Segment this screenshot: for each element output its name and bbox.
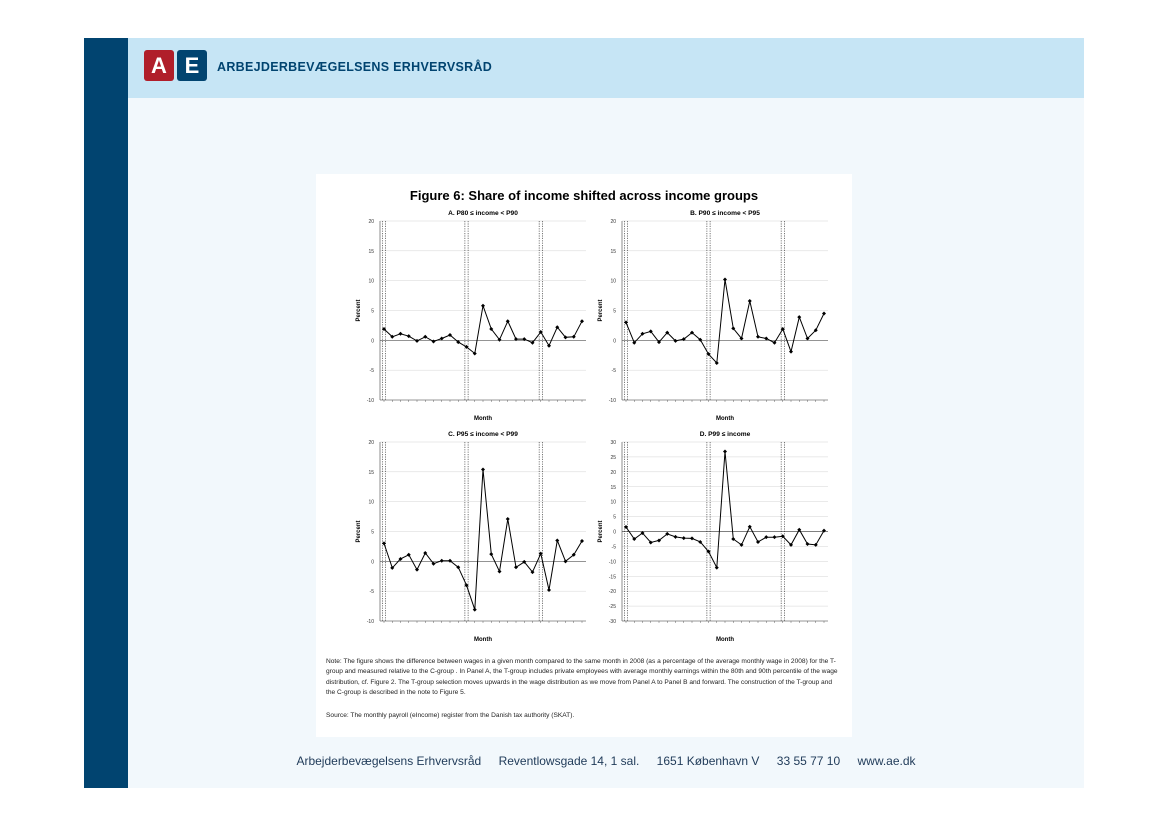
panel-c-ytick-label: 0 [371, 559, 374, 566]
figure-title: Figure 6: Share of income shifted across income groups [409, 188, 759, 203]
panel-c-data-point [473, 608, 477, 612]
panel-c-data-point [481, 467, 485, 471]
panel-a-series-line [384, 306, 582, 354]
panel-a-title: A. P80 ≤ income < P90 [448, 210, 518, 217]
org-name: ARBEJDERBEVÆGELSENS ERHVERVSRÅD [217, 60, 493, 74]
panel-b-data-point [748, 299, 752, 303]
panel-b-xlabel: Month [716, 416, 734, 422]
footer-city: 1651 København V [656, 754, 760, 768]
charts-svg [316, 174, 852, 654]
panel-c-ylabel: Percent [356, 520, 362, 543]
panel-a-data-point [506, 319, 510, 323]
panel-a-data-point [423, 335, 427, 339]
panel-d-series-line [626, 452, 824, 568]
panel-b-series-line [626, 280, 824, 364]
panel-d-title: D. P99 ≤ income [699, 431, 751, 438]
panel-d-data-point [822, 529, 826, 533]
logo-e: E [177, 50, 207, 81]
panel-d-data-point [748, 525, 752, 529]
panel-b-data-point [756, 335, 760, 339]
panel-b-title: B. P90 ≤ income < P95 [690, 210, 760, 217]
panel-d-ytick-label: 20 [610, 469, 616, 476]
panel-a-data-point [399, 332, 403, 336]
panel-a-data-point [407, 334, 411, 338]
panel-d-data-point [690, 536, 694, 540]
panel-b-data-point [797, 315, 801, 319]
panel-d-data-point [723, 450, 727, 454]
panel-c-ytick-label: 10 [368, 499, 374, 506]
panel-a-data-point [572, 335, 576, 339]
panel-b-ytick-label: 20 [610, 219, 616, 225]
header-band [128, 38, 1084, 98]
panel-c-data-point [506, 517, 510, 521]
panel-a-data-point [580, 319, 584, 323]
panel-d-data-point [806, 542, 810, 546]
figure-image [316, 174, 852, 737]
panel-c-data-point [555, 538, 559, 542]
panel-c-ytick-label: 20 [368, 440, 374, 446]
footer-address: Reventlowsgade 14, 1 sal. [498, 754, 640, 768]
panel-d-ytick-label: 5 [613, 514, 616, 521]
panel-a-ytick-label: 10 [368, 278, 374, 285]
figure-note: Note: The figure shows the difference between wages in a given month compared to the same month in 2008 (as a percentage of the average monthly wage in 2008) for the T-group and measured relative to the C-group . In Panel A, the T-group includes private employees with average monthly earnings within the 80th and 90th percentile of the wage distribution, cf. Figure 2. The T-group selection moves upwards in the wage distribution as we move from Panel A to Panel B and forward. The construction of the T-group and the C-group is described in the note to Figure 5. [326, 658, 838, 697]
panel-a-ytick-label: 0 [371, 338, 374, 345]
panel-c-xlabel: Month [474, 637, 492, 643]
panel-d-xlabel: Month [716, 637, 734, 643]
panel-c-ytick-label: -5 [369, 589, 374, 596]
panel-c-data-point [489, 552, 493, 556]
panel-a-ytick-label: -10 [366, 398, 374, 404]
panel-d-ytick-label: -30 [608, 619, 616, 625]
panel-b-ylabel: Percent [598, 299, 604, 322]
panel-d-data-point [674, 535, 678, 539]
panel-a-ytick-label: 20 [368, 219, 374, 225]
panel-a-data-point [481, 304, 485, 308]
footer-org: Arbejderbevægelsens Erhvervsråd [296, 754, 482, 768]
panel-c-data-point [407, 553, 411, 557]
panel-d-ytick-label: -20 [608, 589, 616, 596]
panel-b-data-point [822, 311, 826, 315]
panel-b-ytick-label: -10 [608, 398, 616, 404]
panel-d-ytick-label: -25 [608, 604, 616, 611]
footer [128, 754, 1084, 780]
panel-b-data-point [624, 320, 628, 324]
footer-phone: 33 55 77 10 [776, 754, 841, 768]
panel-a-ytick-label: 5 [371, 308, 374, 315]
logo-a: A [144, 50, 174, 81]
panel-b-data-point [764, 337, 768, 341]
panel-b-data-point [789, 350, 793, 354]
panel-c-data-point [415, 568, 419, 572]
panel-b-ytick-label: 0 [613, 338, 616, 345]
figure-source: Source: The monthly payroll (eIncome) register from the Danish tax authority (SKAT). [326, 712, 575, 719]
footer-web[interactable]: www.ae.dk [857, 754, 916, 768]
slide [84, 38, 1084, 788]
panel-b-ytick-label: 10 [610, 278, 616, 285]
sidebar-band [84, 38, 128, 788]
panel-d-ytick-label: -10 [608, 559, 616, 566]
panel-c-data-point [440, 559, 444, 563]
panel-d-ytick-label: -5 [611, 544, 616, 551]
panel-b-ytick-label: 5 [613, 308, 616, 315]
panel-d-ytick-label: 25 [610, 454, 616, 461]
panel-d-ytick-label: 30 [610, 440, 616, 446]
panel-d-ytick-label: -15 [608, 574, 616, 581]
panel-b-ytick-label: -5 [611, 368, 616, 375]
panel-d-ytick-label: 0 [613, 529, 616, 536]
panel-a-ytick-label: -5 [369, 368, 374, 375]
panel-d-ytick-label: 10 [610, 499, 616, 506]
panel-d-data-point [682, 536, 686, 540]
panel-c-ytick-label: 15 [368, 469, 374, 476]
panel-a-ylabel: Percent [356, 299, 362, 322]
panel-c-title: C. P95 ≤ income < P99 [448, 431, 518, 438]
panel-d-data-point [773, 535, 777, 539]
panel-c-ytick-label: 5 [371, 529, 374, 536]
panel-a-ytick-label: 15 [368, 248, 374, 255]
panel-c-ytick-label: -10 [366, 619, 374, 625]
panel-d-ylabel: Percent [598, 520, 604, 543]
panel-d-data-point [715, 566, 719, 570]
panel-b-ytick-label: 15 [610, 248, 616, 255]
panel-d-ytick-label: 15 [610, 484, 616, 491]
panel-c-series-line [384, 469, 582, 609]
panel-c-data-point [382, 541, 386, 545]
panel-a-data-point [440, 337, 444, 341]
panel-c-data-point [498, 569, 502, 573]
panel-a-xlabel: Month [474, 416, 492, 422]
